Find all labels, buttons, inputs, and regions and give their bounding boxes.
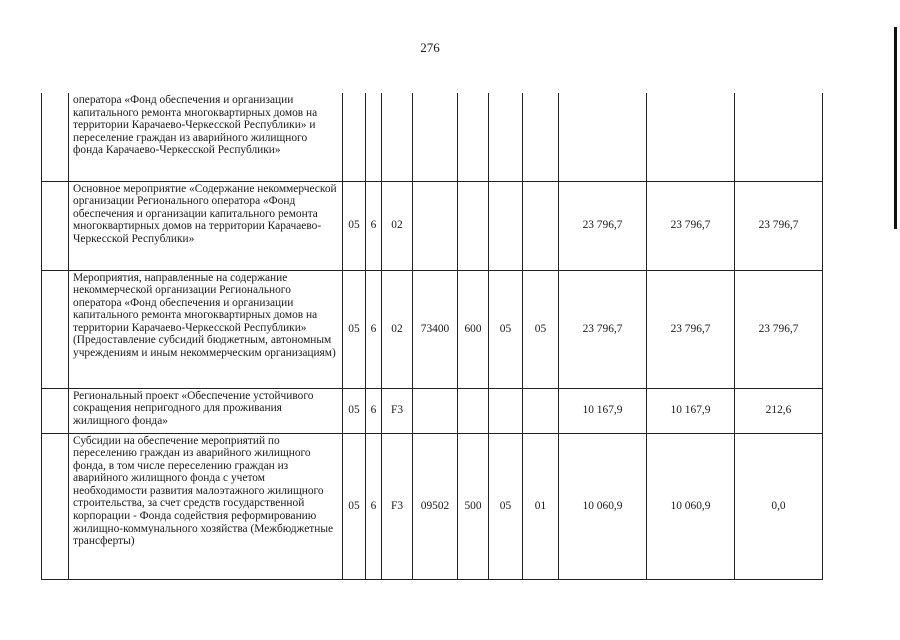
code-cell: 02 <box>382 270 413 388</box>
amount-cell: 23 796,7 <box>559 181 647 270</box>
amount-cell <box>559 93 647 181</box>
code-cell <box>413 93 458 181</box>
amount-cell: 23 796,7 <box>647 270 735 388</box>
amount-cell: 10 060,9 <box>647 433 735 579</box>
amount-cell: 0,0 <box>735 433 823 579</box>
code-cell: 05 <box>343 270 366 388</box>
code-cell <box>523 388 559 433</box>
code-cell: F3 <box>382 433 413 579</box>
row-number-cell <box>42 181 69 270</box>
table-row <box>42 270 823 388</box>
code-cell <box>523 181 559 270</box>
table-row <box>42 433 823 579</box>
code-cell: 73400 <box>413 270 458 388</box>
table-row <box>42 93 823 181</box>
code-cell <box>458 181 489 270</box>
row-number-cell <box>42 433 69 579</box>
amount-cell: 10 167,9 <box>559 388 647 433</box>
code-cell: 05 <box>343 181 366 270</box>
code-cell: 6 <box>366 270 382 388</box>
page-number: 276 <box>420 40 440 55</box>
amount-cell <box>735 93 823 181</box>
code-cell <box>343 93 366 181</box>
code-cell: 05 <box>489 433 523 579</box>
amount-cell: 212,6 <box>735 388 823 433</box>
code-cell <box>458 93 489 181</box>
amount-cell: 23 796,7 <box>735 270 823 388</box>
code-cell <box>489 388 523 433</box>
table-row <box>42 388 823 433</box>
row-number-cell <box>42 93 69 181</box>
amount-cell: 10 167,9 <box>647 388 735 433</box>
code-cell: 01 <box>523 433 559 579</box>
code-cell: 6 <box>366 433 382 579</box>
budget-table <box>41 93 823 580</box>
amount-cell: 23 796,7 <box>559 270 647 388</box>
amount-cell: 10 060,9 <box>559 433 647 579</box>
code-cell <box>458 388 489 433</box>
code-cell: 500 <box>458 433 489 579</box>
code-cell <box>413 388 458 433</box>
row-number-cell <box>42 388 69 433</box>
code-cell: 6 <box>366 388 382 433</box>
code-cell <box>382 93 413 181</box>
code-cell: 05 <box>523 270 559 388</box>
description-cell: оператора «Фонд обеспечения и организации капитального ремонта многоквартирных домов на территории Карачаево-Черкесской Республики» и переселение граждан из аварийного жилищного фонда Карачаево-Черкесской Республики» <box>69 93 343 181</box>
table-row <box>42 181 823 270</box>
code-cell <box>489 93 523 181</box>
code-cell: 05 <box>343 433 366 579</box>
code-cell <box>489 181 523 270</box>
amount-cell: 23 796,7 <box>735 181 823 270</box>
description-cell: Региональный проект «Обеспечение устойчивого сокращения непригодного для проживания жилищного фонда» <box>69 388 343 433</box>
amount-cell: 23 796,7 <box>647 181 735 270</box>
description-cell: Субсидии на обеспечение мероприятий по переселению граждан из аварийного жилищного фонда, в том числе переселению граждан из аварийного жилищного фонда с учетом необходимости развития малоэтажного жилищного строительства, за счет средств государственной корпорации - Фонда содействия реформированию жилищно-коммунального хозяйства (Межбюджетные трансферты) <box>69 433 343 579</box>
code-cell: 05 <box>489 270 523 388</box>
description-cell: Основное мероприятие «Содержание некоммерческой организации Регионального оператора «Фонд обеспечения и организации капитального ремонта многоквартирных домов на территории Карачаево-Черкесской Республики» <box>69 181 343 270</box>
code-cell: 02 <box>382 181 413 270</box>
code-cell: 6 <box>366 181 382 270</box>
scan-edge-mark <box>894 27 897 229</box>
code-cell <box>366 93 382 181</box>
code-cell <box>413 181 458 270</box>
code-cell: F3 <box>382 388 413 433</box>
code-cell: 600 <box>458 270 489 388</box>
code-cell: 05 <box>343 388 366 433</box>
description-cell: Мероприятия, направленные на содержание некоммерческой организации Регионального оператора «Фонд обеспечения и организации капитального ремонта многоквартирных домов на территории Карачаево-Черкесской Республики» (Предоставление субсидий бюджетным, автономным учреждениям и иным некоммерческим организациям) <box>69 270 343 388</box>
code-cell: 09502 <box>413 433 458 579</box>
row-number-cell <box>42 270 69 388</box>
code-cell <box>523 93 559 181</box>
amount-cell <box>647 93 735 181</box>
